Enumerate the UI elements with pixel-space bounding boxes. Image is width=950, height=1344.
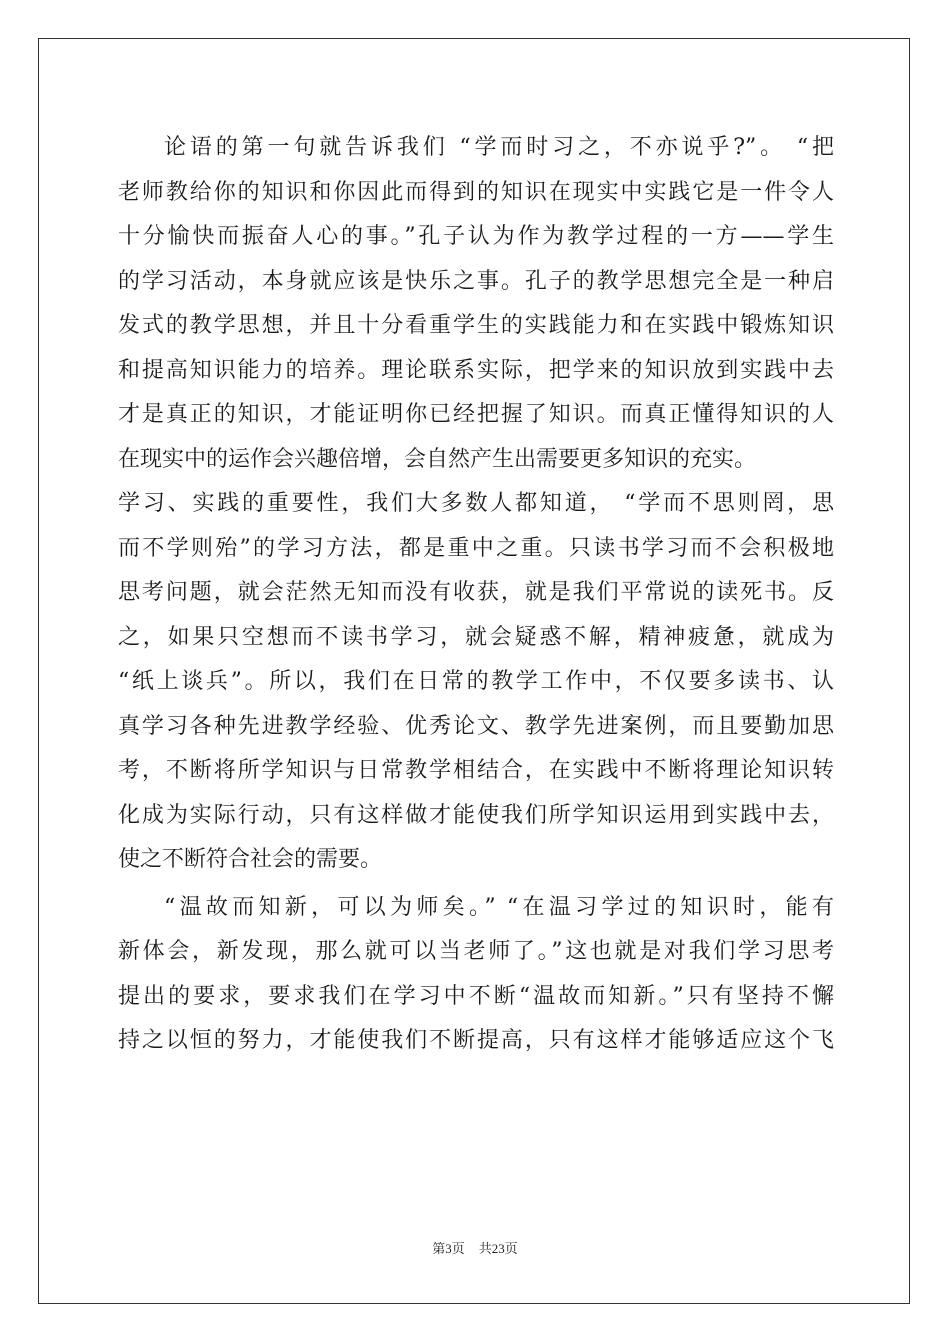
text-line: 真学习各种先进教学经验、优秀论文、教学先进案例，而且要勤加思	[118, 713, 834, 739]
text-line: 而不学则殆”的学习方法，都是重中之重。只读书学习而不会积极地	[118, 535, 834, 561]
document-body	[118, 126, 834, 1064]
text-line: 新体会，新发现，那么就可以当老师了。”这也就是对我们学习思考	[118, 939, 834, 964]
text-line: 持之以恒的努力，才能使我们不断提高，只有这样才能够适应这个飞	[118, 1028, 834, 1053]
text-line: 才是真正的知识，才能证明你已经把握了知识。而真正懂得知识的人	[118, 402, 834, 427]
text-line: 老师教给你的知识和你因此而得到的知识在现实中实践它是一件令人	[118, 179, 834, 205]
text-line: 学习、实践的重要性，我们大多数人都知道， “学而不思则罔，思	[118, 491, 834, 516]
text-line: 之，如果只空想而不读书学习，就会疑惑不解，精神疲惫，就成为	[118, 624, 834, 650]
text-line: 发式的教学思想，并且十分看重学生的实践能力和在实践中锻炼知识	[118, 313, 834, 338]
text-line: 的学习活动，本身就应该是快乐之事。孔子的教学思想完全是一种启	[118, 268, 834, 294]
text-line: “纸上谈兵”。所以，我们在日常的教学工作中，不仅要多读书、认	[118, 669, 834, 694]
text-line: 在现实中的运作会兴趣倍增，会自然产生出需要更多知识的充实。	[118, 446, 757, 472]
text-line: 提出的要求，要求我们在学习中不断“温故而知新。”只有坚持不懈	[118, 983, 834, 1009]
text-line: 考，不断将所学知识与日常教学相结合，在实践中不断将理论知识转	[118, 758, 834, 783]
text-line: 化成为实际行动，只有这样做才能使我们所学知识运用到实践中去，	[118, 802, 834, 828]
page-footer	[0, 1238, 950, 1257]
text-line: 论语的第一句就告诉我们 “学而时习之，不亦说乎?”。 “把	[164, 135, 834, 160]
text-line: 使之不断符合社会的需要。	[118, 847, 383, 872]
text-line: 十分愉快而振奋人心的事。”孔子认为作为教学过程的一方——学生	[118, 224, 834, 249]
total-pages: 共23页	[478, 1241, 518, 1256]
text-line: “温故而知新，可以为师矣。” “在温习学过的知识时，能有	[164, 894, 834, 920]
page-number: 第3页	[432, 1241, 465, 1256]
text-line: 和提高知识能力的培养。理论联系实际，把学来的知识放到实践中去	[118, 357, 834, 383]
text-line: 思考问题，就会茫然无知而没有收获，就是我们平常说的读死书。反	[118, 580, 834, 605]
